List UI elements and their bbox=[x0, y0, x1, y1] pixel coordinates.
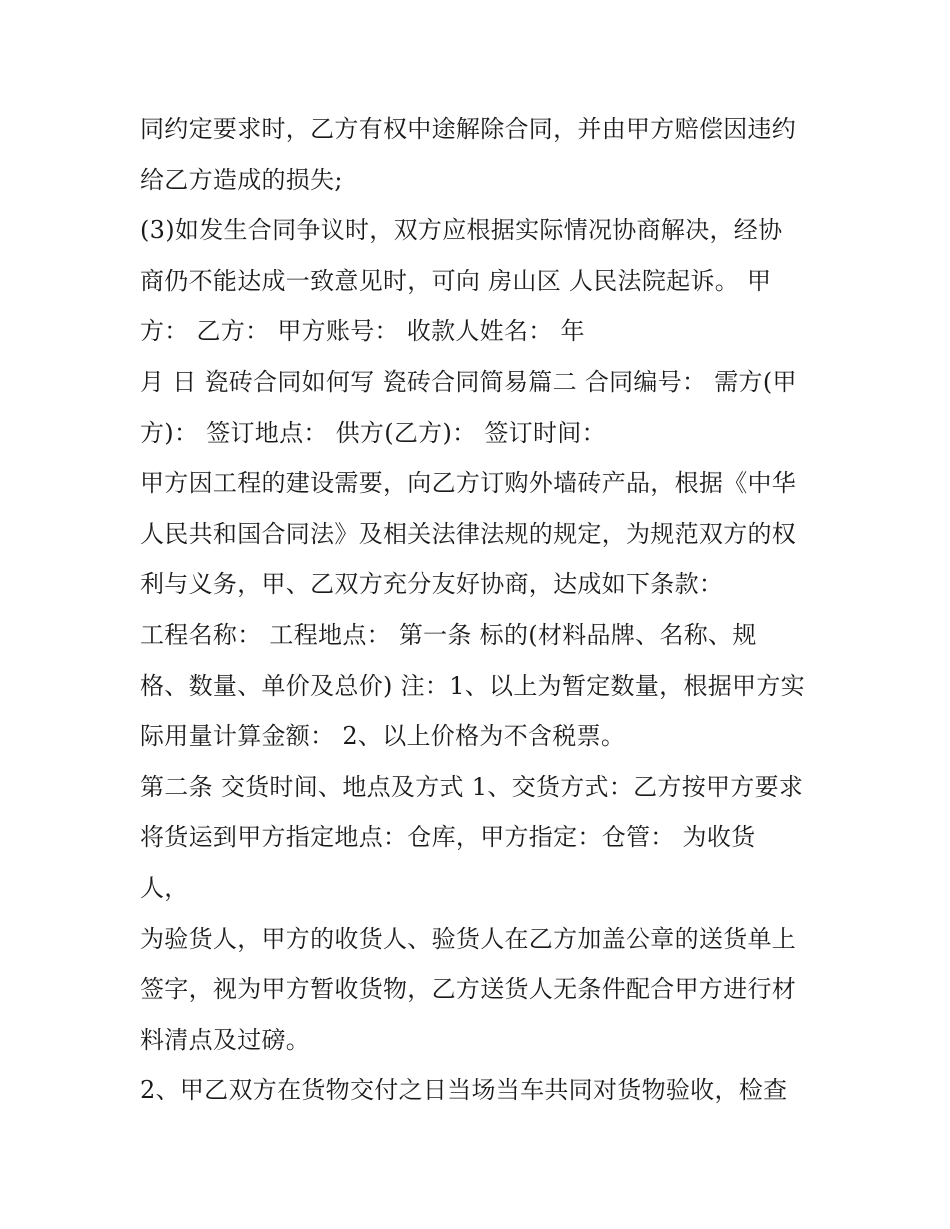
text-line: 工程名称： 工程地点： 第一条 标的(材料品牌、名称、规 bbox=[140, 620, 757, 649]
text-line: 际用量计算金额： 2、以上价格为不含税票。 bbox=[140, 722, 626, 751]
text-line: 将货运到甲方指定地点：仓库，甲方指定：仓管： 为收货 bbox=[140, 823, 756, 852]
text-line: 方： 乙方： 甲方账号： 收款人姓名： 年 bbox=[140, 317, 585, 346]
text-line: 2、甲乙双方在货物交付之日当场当车共同对货物验收，检查 bbox=[140, 1076, 788, 1105]
text-line: (3)如发生合同争议时，双方应根据实际情况协商解决，经协 bbox=[140, 216, 783, 245]
text-line: 方)： 签订地点： 供方(乙方)： 签订时间： bbox=[140, 418, 606, 447]
text-line: 为验货人，甲方的收货人、验货人在乙方加盖公章的送货单上 bbox=[140, 924, 797, 953]
contract-body-text bbox=[140, 104, 820, 1116]
text-line: 同约定要求时，乙方有权中途解除合同，并由甲方赔偿因违约 bbox=[140, 115, 797, 143]
text-line: 人民共和国合同法》及相关法律法规的规定，为规范双方的权 bbox=[140, 519, 797, 548]
text-line: 第二条 交货时间、地点及方式 1、交货方式：乙方按甲方要求 bbox=[140, 772, 804, 801]
text-line: 格、数量、单价及总价) 注：1、以上为暂定数量，根据甲方实 bbox=[140, 671, 805, 700]
text-line: 甲方因工程的建设需要，向乙方订购外墙砖产品，根据《中华 bbox=[140, 469, 797, 498]
text-line: 月 日 瓷砖合同如何写 瓷砖合同简易篇二 合同编号： 需方(甲 bbox=[140, 367, 797, 396]
text-line: 利与义务，甲、乙双方充分友好协商，达成如下条款： bbox=[140, 570, 724, 599]
text-line: 给乙方造成的损失; bbox=[140, 165, 343, 194]
text-line: 料清点及过磅。 bbox=[140, 1025, 311, 1054]
text-line: 签字，视为甲方暂收货物，乙方送货人无条件配合甲方进行材 bbox=[140, 975, 797, 1004]
text-line: 商仍不能达成一致意见时，可向 房山区 人民法院起诉。 甲 bbox=[140, 266, 772, 295]
text-line: 人， bbox=[140, 873, 189, 902]
